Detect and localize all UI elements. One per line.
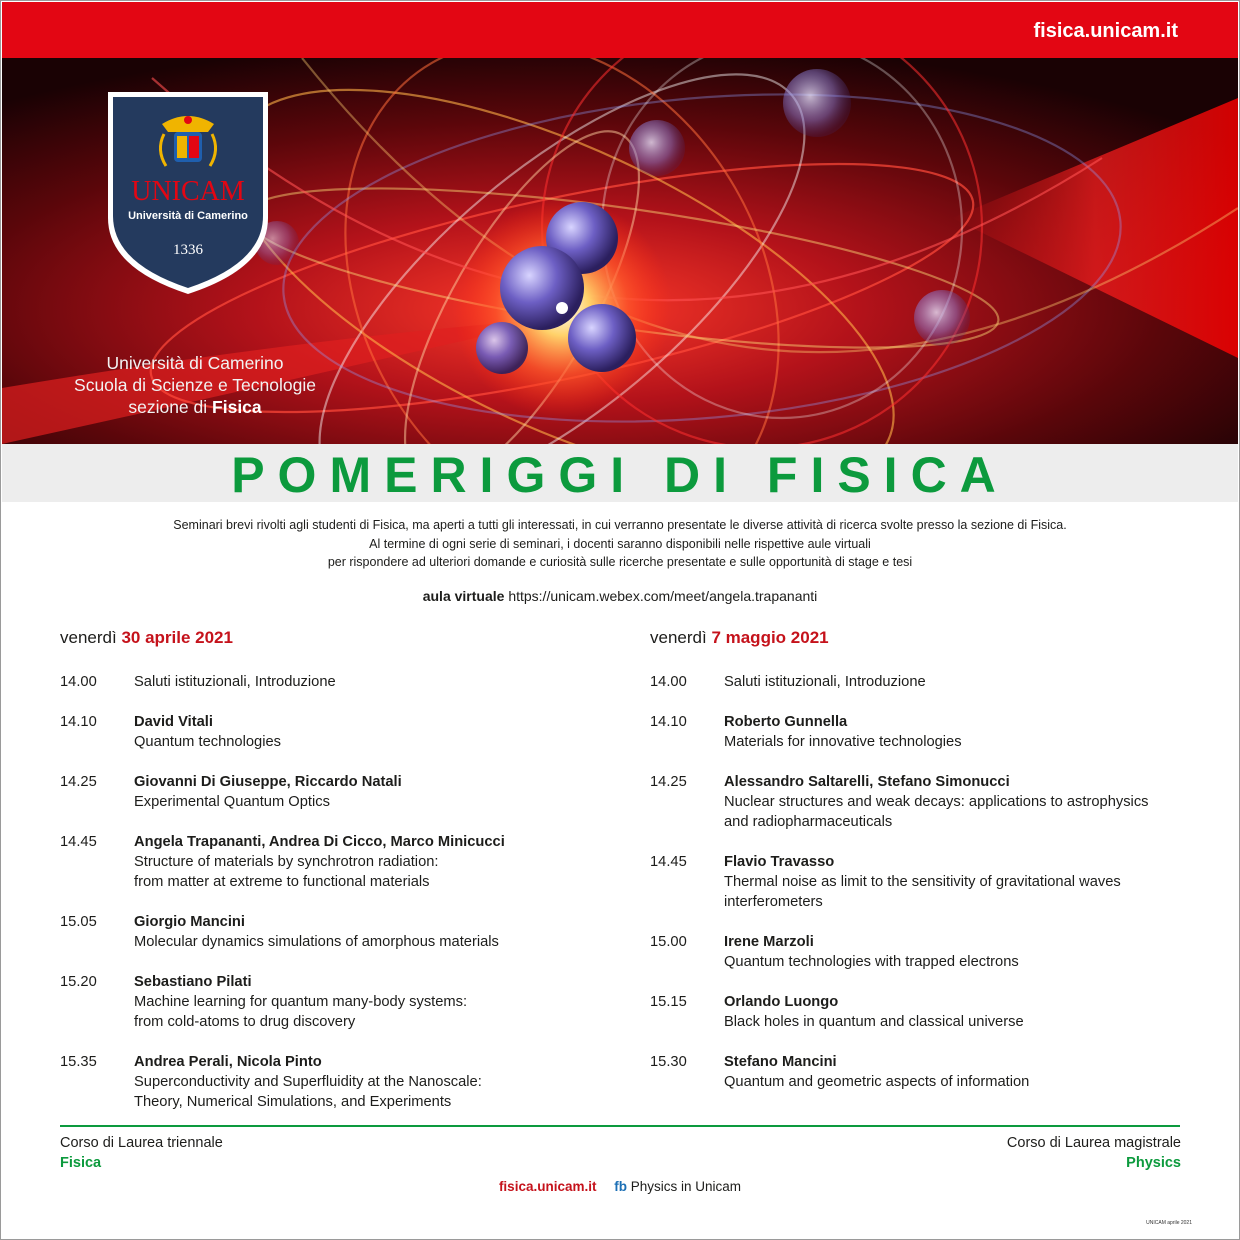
slot-talk: Saluti istituzionali, Introduzione <box>724 674 926 690</box>
slot-speaker: Stefano Mancini <box>724 1054 837 1070</box>
logo-year: 1336 <box>173 242 203 258</box>
course-name: Fisica <box>60 1155 102 1171</box>
caption-school: Scuola di Scienze e Tecnologie <box>74 375 316 395</box>
slot-time: 15.35 <box>60 1054 97 1070</box>
schedule-slot <box>60 972 620 1032</box>
slot-speaker: Sebastiano Pilati <box>134 974 252 990</box>
slot-time: 14.25 <box>650 774 687 790</box>
virtual-room <box>60 588 1180 604</box>
intro-line-2: Al termine di ogni serie di seminari, i docenti saranno disponibili nelle rispettive aule virtuali <box>369 536 871 551</box>
slot-time: 15.15 <box>650 994 687 1010</box>
course-triennale <box>60 1133 223 1173</box>
slot-time: 14.25 <box>60 774 97 790</box>
schedule-slot <box>60 1052 620 1112</box>
schedule-slot <box>650 932 1210 972</box>
slot-talk: Nuclear structures and weak decays: applications to astrophysics and radiopharmaceuticals <box>724 794 1149 830</box>
footer <box>0 1179 1240 1194</box>
facebook-icon: fb <box>614 1179 627 1194</box>
slot-speaker: Andrea Perali, Nicola Pinto <box>134 1054 322 1070</box>
intro-line-1: Seminari brevi rivolti agli studenti di Fisica, ma aperti a tutti gli interessati, in cui verranno presentate le diverse attività di ricerca svolte presso la sezione di Fisica. <box>173 518 1067 532</box>
slot-time: 14.00 <box>650 674 687 690</box>
slot-talk: Machine learning for quantum many-body systems: from cold-atoms to drug discovery <box>134 994 468 1030</box>
slot-talk: Quantum technologies <box>134 734 281 750</box>
slot-speaker: Roberto Gunnella <box>724 714 848 730</box>
course-label: Corso di Laurea triennale <box>60 1135 223 1151</box>
slot-speaker: Giovanni Di Giuseppe, Riccardo Natali <box>134 774 402 790</box>
print-code: UNICAM aprile 2021 <box>1146 1220 1192 1226</box>
day-heading <box>650 628 1210 652</box>
slot-speaker: Flavio Travasso <box>724 854 835 870</box>
caption-section-name: Fisica <box>212 397 262 417</box>
schedule-slot <box>650 992 1210 1032</box>
slot-talk: Molecular dynamics simulations of amorphous materials <box>134 934 499 950</box>
divider <box>60 1125 1180 1127</box>
day-weekday: venerdì <box>60 628 117 647</box>
virtual-room-label: aula virtuale <box>422 588 505 604</box>
slot-talk: Materials for innovative technologies <box>724 734 962 750</box>
slot-talk: Structure of materials by synchrotron radiation: from matter at extreme to functional materials <box>134 854 439 890</box>
day-weekday: venerdì <box>650 628 707 647</box>
logo-subtitle: Università di Camerino <box>128 210 248 222</box>
slot-talk: Superconductivity and Superfluidity at the Nanoscale: Theory, Numerical Simulations, and Experiments <box>134 1074 482 1110</box>
slot-talk: Quantum and geometric aspects of information <box>724 1074 1030 1090</box>
caption-section-prefix: sezione di <box>128 397 208 417</box>
caption-section <box>40 396 350 418</box>
header-url[interactable]: fisica.unicam.it <box>1033 20 1178 42</box>
schedule-slot <box>60 772 620 812</box>
schedule-slot <box>650 1052 1210 1092</box>
slot-speaker: Giorgio Mancini <box>134 914 245 930</box>
schedule-slot <box>650 772 1210 832</box>
slot-talk: Quantum technologies with trapped electrons <box>724 954 1019 970</box>
footer-url[interactable]: fisica.unicam.it <box>498 1179 597 1194</box>
facebook-page[interactable]: Physics in Unicam <box>630 1179 742 1194</box>
day-heading <box>60 628 620 652</box>
slot-speaker: Orlando Luongo <box>724 994 839 1010</box>
schedule-slot <box>650 712 1210 752</box>
schedule-slot <box>60 832 620 892</box>
course-name: Physics <box>1126 1155 1181 1171</box>
intro-line-3: per rispondere ad ulteriori domande e curiosità sulle ricerche presentate e sulle opportunità di stage e tesi <box>327 555 913 569</box>
slot-speaker: Angela Trapananti, Andrea Di Cicco, Marco Minicucci <box>134 834 505 850</box>
logo-name: UNICAM <box>131 176 245 207</box>
day-date: 7 maggio 2021 <box>711 628 829 647</box>
slot-talk: Experimental Quantum Optics <box>134 794 330 810</box>
slot-speaker: Alessandro Saltarelli, Stefano Simonucci <box>724 774 1010 790</box>
slot-speaker: David Vitali <box>134 714 213 730</box>
slot-talk: Saluti istituzionali, Introduzione <box>134 674 336 690</box>
slot-time: 15.00 <box>650 934 687 950</box>
event-title: POMERIGGI DI FISICA <box>231 447 1009 503</box>
schedule-slot <box>650 852 1210 912</box>
schedule-day-2 <box>650 628 1210 1112</box>
caption-university: Università di Camerino <box>106 353 284 373</box>
slot-time: 14.10 <box>650 714 687 730</box>
slot-time: 15.05 <box>60 914 97 930</box>
hero-caption <box>40 352 350 418</box>
schedule-day-1 <box>60 628 620 1132</box>
slot-time: 14.00 <box>60 674 97 690</box>
course-label: Corso di Laurea magistrale <box>1006 1135 1181 1151</box>
slot-time: 15.30 <box>650 1054 687 1070</box>
intro-text <box>60 516 1180 572</box>
schedule-slot <box>650 672 1210 692</box>
day-date: 30 aprile 2021 <box>121 628 233 647</box>
slot-time: 14.10 <box>60 714 97 730</box>
slot-time: 14.45 <box>60 834 97 850</box>
schedule-slot <box>60 672 620 692</box>
slot-talk: Black holes in quantum and classical universe <box>724 1014 1024 1030</box>
schedule-slot <box>60 712 620 752</box>
slot-time: 15.20 <box>60 974 97 990</box>
slot-talk: Thermal noise as limit to the sensitivity of gravitational waves interferometers <box>724 874 1121 910</box>
schedule-slot <box>60 912 620 952</box>
slot-speaker: Irene Marzoli <box>724 934 814 950</box>
top-banner <box>2 2 1238 58</box>
slot-time: 14.45 <box>650 854 687 870</box>
virtual-room-link[interactable]: https://unicam.webex.com/meet/angela.trapananti <box>508 588 818 604</box>
course-magistrale <box>1007 1133 1181 1173</box>
